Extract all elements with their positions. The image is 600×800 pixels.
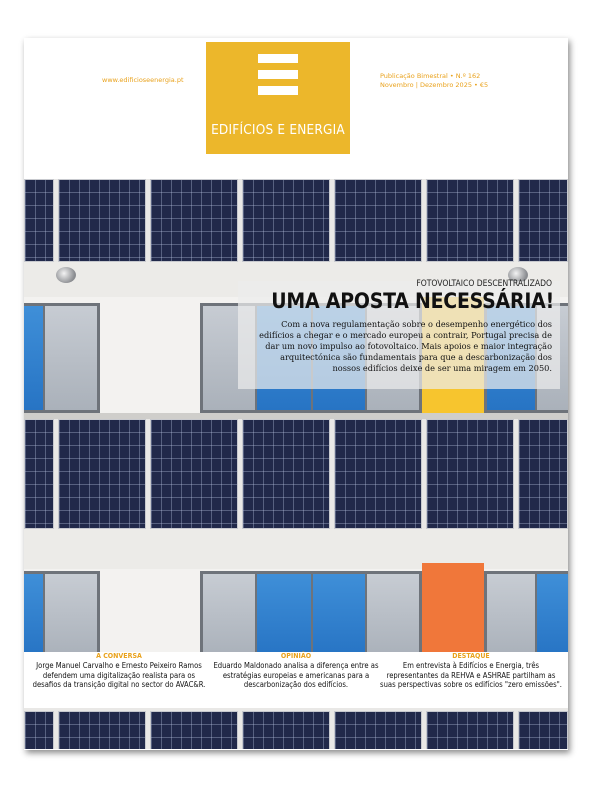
window: [484, 571, 568, 659]
cover-headline: UMA APOSTA NECESSÁRIA!: [271, 289, 554, 313]
logo-bar-icon: [258, 54, 298, 63]
teaser-text: Em entrevista à Edifícios e Energia, três representantes da REHVA e ASHRAE partilham as suas perspectivas sobre os edifícios "zero emissões".: [380, 661, 562, 690]
window: [24, 571, 100, 659]
teaser-conversa: [30, 652, 208, 690]
logo-bar-icon: [258, 86, 298, 95]
solar-panel: [242, 179, 330, 262]
solar-panel: [426, 179, 514, 262]
solar-panel: [58, 179, 146, 262]
solar-panel: [334, 419, 422, 529]
teaser-opiniao: [212, 652, 380, 690]
solar-panel: [150, 179, 238, 262]
solar-panel: [518, 419, 568, 529]
issue-line-2: Novembro | Dezembro 2025 • €5: [380, 81, 489, 89]
issue-info: [380, 72, 488, 90]
solar-panel: [518, 711, 568, 749]
light-fixture-icon: [56, 267, 76, 283]
window: [200, 571, 422, 659]
magazine-logo: [206, 42, 350, 154]
solar-panel: [24, 711, 54, 749]
solar-panel: [58, 419, 146, 529]
logo-name: EDIFÍCIOS E ENERGIA: [211, 122, 345, 138]
solar-panel: [24, 419, 54, 529]
magazine-cover: [24, 38, 568, 750]
teaser-strip: [24, 652, 568, 708]
teaser-title: A CONVERSA: [96, 652, 142, 660]
solar-panel: [426, 711, 514, 749]
cover-story-kicker: FOTOVOLTAICO DESCENTRALIZADO: [416, 279, 552, 289]
teaser-text: Eduardo Maldonado analisa a diferença entre as estratégias europeias e americanas para a descarbonização dos edifícios.: [213, 661, 379, 690]
solar-panel: [334, 179, 422, 262]
website-url: www.edificioseenergia.pt: [102, 76, 184, 84]
solar-panel: [242, 419, 330, 529]
solar-panel: [24, 179, 54, 262]
teaser-text: Jorge Manuel Carvalho e Ernesto Peixeiro Ramos defendem uma digitalização realista para os desafios da transição digital no sector do AVAC&R.: [32, 661, 206, 690]
solar-panel: [334, 711, 422, 749]
window: [24, 303, 100, 413]
cover-story: [238, 281, 560, 389]
cover-lead: Com a nova regulamentação sobre o desempenho energético dos edifícios a chegar e o mercado europeu a contrair, Portugal precisa de dar um novo impulso ao fotovoltaico. Mais apoios e maior integração arquitectónica são fundamentais para que a descarbonização dos nossos edifícios deixe de ser uma miragem em 2050.: [259, 319, 552, 373]
solar-panel: [426, 419, 514, 529]
teaser-destaque: [380, 652, 562, 690]
solar-panel: [518, 179, 568, 262]
facade-ledge: [24, 529, 568, 569]
logo-bar-icon: [258, 70, 298, 79]
solar-panel: [150, 711, 238, 749]
solar-panel: [58, 711, 146, 749]
solar-panel: [150, 419, 238, 529]
teaser-title: DESTAQUE: [452, 652, 490, 660]
solar-panel: [242, 711, 330, 749]
orange-panel: [422, 563, 484, 659]
issue-line-1: Publicação Bimestral • N.º 162: [380, 72, 481, 80]
teaser-title: OPINIÃO: [280, 652, 312, 660]
